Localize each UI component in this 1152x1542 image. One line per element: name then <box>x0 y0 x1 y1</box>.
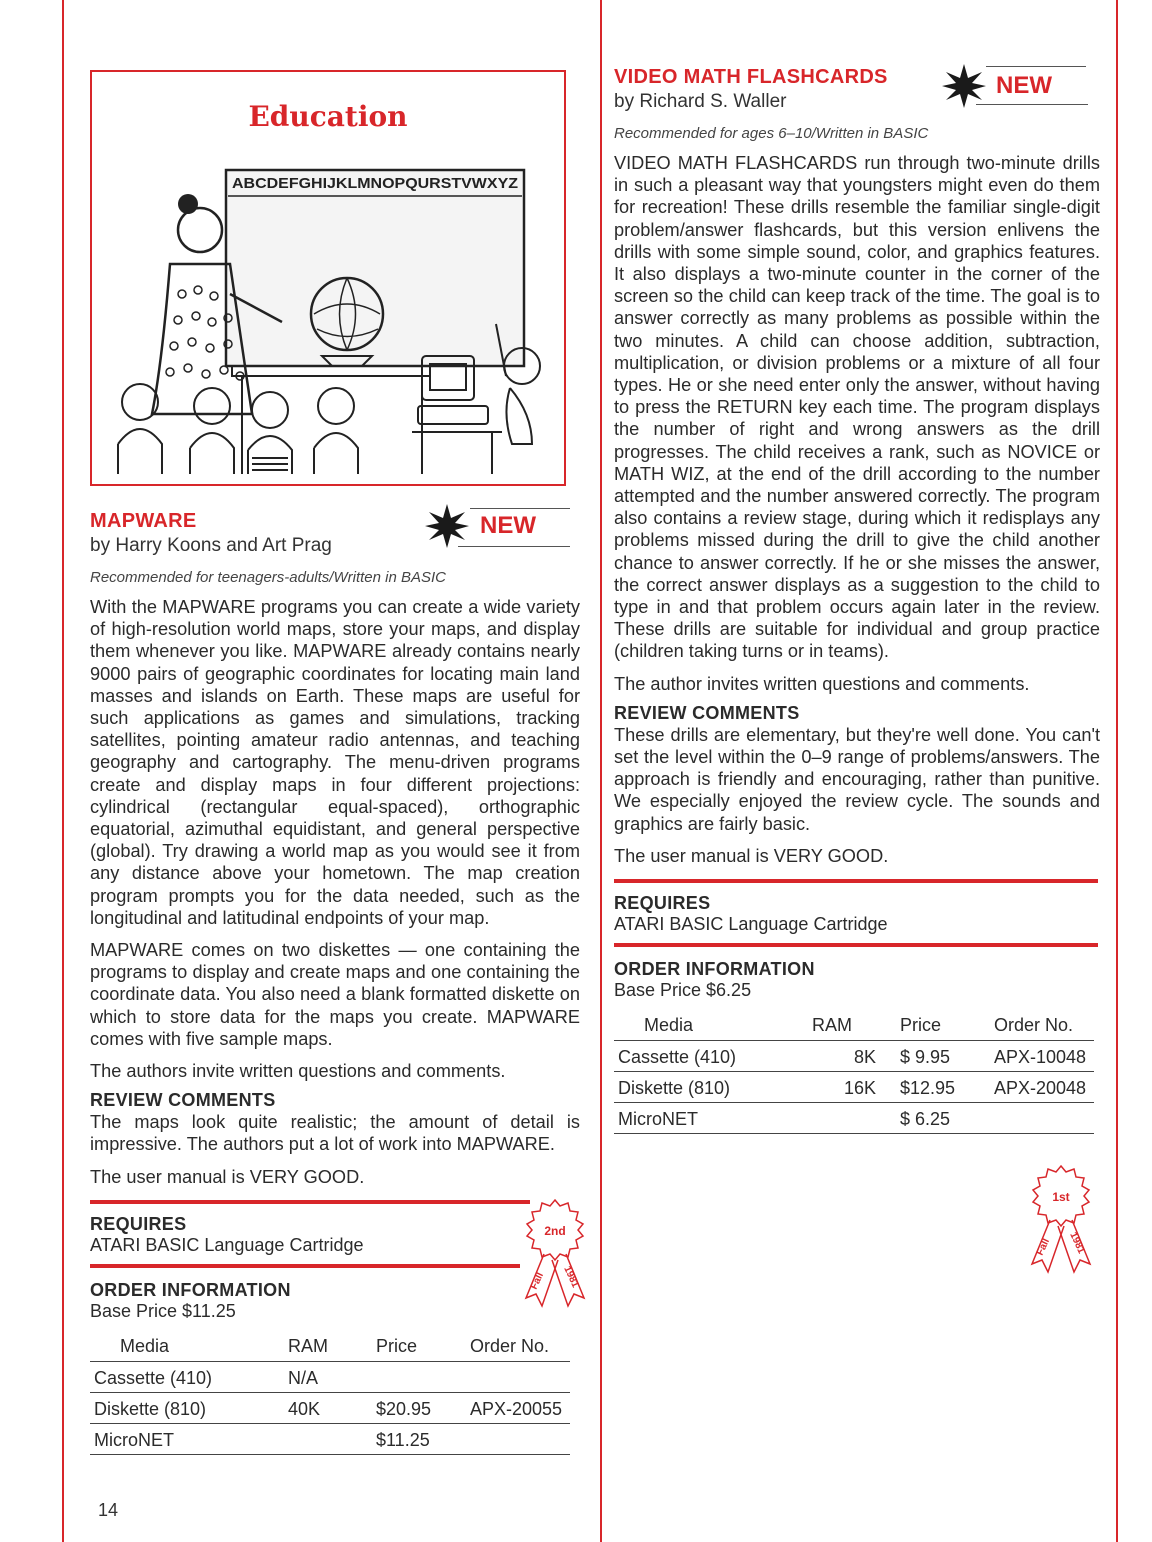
col-media: Media <box>90 1328 284 1362</box>
cell: APX-20048 <box>990 1072 1094 1103</box>
article-title: VIDEO MATH FLASHCARDS <box>614 66 888 88</box>
col-ram: RAM <box>284 1328 372 1362</box>
order-heading: ORDER INFORMATION <box>90 1279 291 1300</box>
award-ribbon-icon <box>522 1198 588 1308</box>
article-paragraph: The author invites written questions and comments. <box>614 673 1030 694</box>
article-byline: by Harry Koons and Art Prag <box>90 535 332 556</box>
ribbon-season: Fall <box>1034 1236 1053 1258</box>
table-row <box>614 1072 1094 1103</box>
section-divider <box>614 943 1098 947</box>
col-order-no: Order No. <box>466 1328 570 1362</box>
article-paragraph: With the MAPWARE programs you can create a wide variety of high-resolution world maps, store your maps, and display them whenever you like. MAPWARE already contains nearly 9000 pairs of geographic coordinates for locating main land masses and islands on Earth. These maps are useful for such applications as games and simulations, tracking satellites, pointing amateur radio antennas, and teaching geography and cartography. The menu-driven programs create and display maps in four different projections: cylindrical (rectangular equal-spaced), orthographic equatorial, azimuthal equidistant, and general perspective (global). Try drawing a world map as you would see it from any distance above your hometown. The map creation program prompts you for the data needed, such as the longitudinal and latitudinal endpoints of your map. <box>90 597 580 928</box>
ribbon-year: 1981 <box>561 1264 581 1290</box>
cell: $ 6.25 <box>896 1103 990 1134</box>
col-price: Price <box>896 1007 990 1041</box>
requires-heading: REQUIRES <box>90 1213 187 1234</box>
new-badge-label: NEW <box>480 512 536 539</box>
col-order-no: Order No. <box>990 1007 1094 1041</box>
article-byline: by Richard S. Waller <box>614 91 787 112</box>
cell: $12.95 <box>896 1072 990 1103</box>
mapware-article <box>90 510 580 1455</box>
table-header-row <box>90 1328 570 1362</box>
manual-text: The user manual is VERY GOOD. <box>90 1166 365 1187</box>
cell: MicroNET <box>90 1423 284 1454</box>
page-number: 14 <box>98 1500 119 1520</box>
article-title: MAPWARE <box>90 510 197 532</box>
cell: MicroNET <box>614 1103 808 1134</box>
cell: $11.25 <box>372 1423 466 1454</box>
table-row <box>614 1041 1094 1072</box>
cell <box>466 1361 570 1392</box>
ribbon-season: Fall <box>528 1270 547 1292</box>
cell: APX-10048 <box>990 1041 1094 1072</box>
classroom-drawing <box>92 144 564 484</box>
cell: $20.95 <box>372 1392 466 1423</box>
new-badge-rule-top <box>470 508 570 509</box>
cell: Cassette (410) <box>614 1041 808 1072</box>
cell <box>284 1423 372 1454</box>
cell: N/A <box>284 1361 372 1392</box>
cell: 40K <box>284 1392 372 1423</box>
left-margin-rule <box>62 0 64 1542</box>
table-row <box>90 1423 570 1454</box>
order-heading: ORDER INFORMATION <box>614 959 815 980</box>
video-math-flashcards-article <box>614 66 1100 1134</box>
review-text: The maps look quite realistic; the amount of detail is impressive. The authors put a lot of work into MAPWARE. <box>90 1112 580 1155</box>
table-row <box>614 1103 1094 1134</box>
order-table <box>614 1007 1094 1134</box>
requires-text: ATARI BASIC Language Cartridge <box>90 1234 364 1255</box>
cell <box>808 1103 896 1134</box>
col-media: Media <box>614 1007 808 1041</box>
award-ribbon-icon <box>1028 1164 1094 1274</box>
cell: Cassette (410) <box>90 1361 284 1392</box>
article-paragraph: MAPWARE comes on two diskettes — one containing the programs to display and create maps and one containing the coordinate data. You also need a blank formatted diskette on which to store data for the maps you create. MAPWARE comes with five sample maps. <box>90 940 580 1049</box>
col-ram: RAM <box>808 1007 896 1041</box>
article-paragraph: The authors invite written questions and comments. <box>90 1061 506 1082</box>
new-badge-label: NEW <box>996 72 1052 99</box>
section-title: Education <box>248 100 408 133</box>
requires-heading: REQUIRES <box>614 893 711 914</box>
cell: 8K <box>808 1041 896 1072</box>
col-price: Price <box>372 1328 466 1362</box>
section-divider <box>90 1200 530 1204</box>
cell: $ 9.95 <box>896 1041 990 1072</box>
section-divider <box>90 1264 520 1268</box>
article-recommendation: Recommended for ages 6–10/Written in BASIC <box>614 125 929 142</box>
ribbon-rank: 1st <box>1052 1190 1070 1204</box>
center-rule <box>600 0 602 1542</box>
order-table <box>90 1328 570 1455</box>
review-text: These drills are elementary, but they're well done. You can't set the level within the 0–9 range of problems/answers. The approach is friendly and encouraging, rather than punitive. We especially enjoyed the review cycle. The sounds and graphics are fairly basic. <box>614 724 1100 834</box>
cell <box>990 1103 1094 1134</box>
alphabet-strip: ABCDEFGHIJKLMNOPQURSTVWXYZ <box>232 175 518 192</box>
review-heading: REVIEW COMMENTS <box>614 702 800 723</box>
article-paragraph: VIDEO MATH FLASHCARDS run through two-minute drills in such a pleasant way that youngsters might even do them for recreation! These drills resemble the familiar single-digit problem/answer flashcards, but this version enlivens the drills with some simple sound, color, and graphics features. It also displays a two-minute counter in the corner of the screen so the child can keep track of the time. The goal is to answer correctly as many problems as possible within the two minutes. A child can choose addition, subtraction, multiplication, or division problems or a mixture of all four types. He or she need enter only the answer, without having to press the RETURN key each time. The program displays the number of right and wrong answers as the drill progresses. The child receives a rank, such as NOVICE or MATH WIZ, at the end of the drill according to the number attempted and the number answered correctly. The program also contains a review stage, during which it redisplays any problems missed during the drill to give the child another chance to answer correctly. If he or she misses the answer, the correct answer displays as a suggestion to the child to type in and that problem occurs again later in the review. These drills are suitable for individual and group practice (children taking turns or in teams). <box>614 153 1100 662</box>
manual-text: The user manual is VERY GOOD. <box>614 845 889 866</box>
table-row <box>90 1392 570 1423</box>
base-price: Base Price $6.25 <box>614 980 752 1001</box>
cell: 16K <box>808 1072 896 1103</box>
cell: Diskette (810) <box>90 1392 284 1423</box>
cell: Diskette (810) <box>614 1072 808 1103</box>
cell <box>372 1361 466 1392</box>
base-price: Base Price $11.25 <box>90 1300 236 1321</box>
ribbon-year: 1981 <box>1067 1230 1087 1256</box>
review-heading: REVIEW COMMENTS <box>90 1090 276 1111</box>
education-illustration <box>90 70 566 486</box>
table-row <box>90 1361 570 1392</box>
cell: APX-20055 <box>466 1392 570 1423</box>
cell <box>466 1423 570 1454</box>
requires-text: ATARI BASIC Language Cartridge <box>614 914 888 935</box>
section-divider <box>614 879 1098 883</box>
ribbon-rank: 2nd <box>544 1224 566 1238</box>
table-header-row <box>614 1007 1094 1041</box>
article-recommendation: Recommended for teenagers-adults/Written in BASIC <box>90 569 446 586</box>
right-margin-rule <box>1116 0 1118 1542</box>
